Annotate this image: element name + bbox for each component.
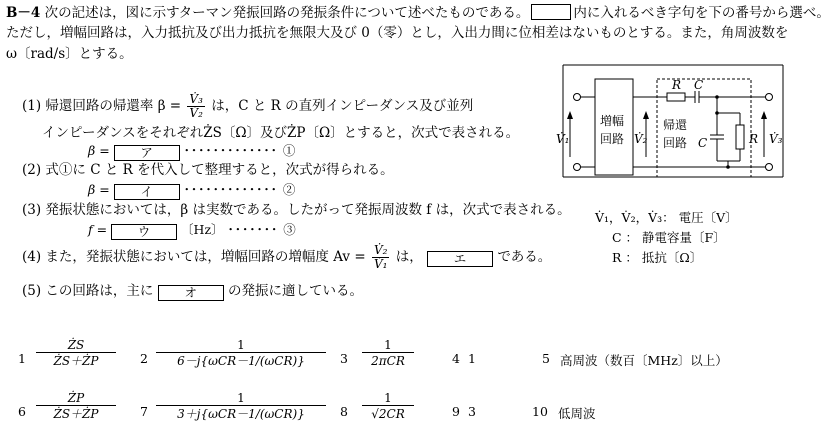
equation-3-lhs: f = [88,222,108,237]
legend-resistance: R ： 抵抗〔Ω〕 [612,250,703,265]
statement-5-b: の発振に適している。 [228,283,364,299]
question-line-1 [6,4,830,22]
question-line-3: ω〔rad/s〕とする。 [6,46,133,62]
label-V2: V̇₂ [634,132,648,146]
blank-u[interactable]: ウ [111,224,177,240]
statement-4-c: である。 [497,249,552,265]
option-1-bottom: ŻS＋ŻP [36,352,116,368]
label-R-series: R [672,78,682,92]
statement-2: (2) 式①に C と R を代入して整理すると，次式が得られる。 [22,162,394,178]
terminal-in-top [574,94,581,101]
option-3[interactable] [340,338,440,378]
equation-2-dots: ･････････････ ② [183,182,297,197]
statement-4-a: (4) また，発振状態においては，増幅回路の増幅度 Av = [22,249,366,265]
statement-1-a: (1) 帰還回路の帰還率 β = [22,98,182,114]
option-5-number: 5 [542,351,550,366]
option-2-number: 2 [140,351,148,366]
statement-4-b: は， [395,249,423,265]
blank-i[interactable]: イ [114,184,180,200]
option-9[interactable] [452,391,512,431]
option-7[interactable] [140,391,330,431]
equation-2-lhs: β = [88,182,110,197]
v3-arrow-icon [761,111,767,119]
option-6-top: ŻP [67,391,85,405]
equation-1-dots: ･････････････ ① [183,143,297,158]
option-3-top: 1 [384,338,392,352]
option-9-value: 3 [468,404,476,419]
gain-denominator: V̇₁ [373,257,388,271]
blank-o[interactable]: オ [158,285,224,301]
statement-1-b: は，C と R の直列インピーダンス及び並列 [211,98,474,114]
blank-a[interactable]: ア [114,145,180,161]
statement-1 [22,93,473,120]
label-V3: V̇₃ [769,132,783,146]
fraction-denominator: V̇₂ [189,106,203,120]
option-8-top: 1 [384,391,392,405]
question-text-1a: 次の記述は，図に示すターマン発振回路の発振条件について述べたものである。 [44,5,530,21]
equation-1-lhs: β = [88,143,110,158]
option-6-fraction [36,391,116,421]
option-9-number: 9 [452,404,460,419]
option-8-number: 8 [340,404,348,419]
option-8-fraction [362,391,414,421]
v2-arrow-icon [643,111,649,119]
option-3-bottom: 2πCR [362,352,414,368]
legend-voltage: V̇₁，V̇₂，V̇₃： 電圧〔V〕 [595,210,738,225]
option-3-fraction [362,338,414,368]
option-1[interactable] [18,338,128,378]
statement-4 [22,244,551,271]
feedback-label-2: 回路 [663,136,688,150]
question-number: B－4 [6,5,41,21]
option-2-fraction [156,338,326,368]
terminal-out-bottom [766,164,773,171]
amp-label-2: 回路 [600,132,625,146]
v1-arrow-icon [567,111,573,119]
equation-3 [88,222,297,240]
label-R-parallel: R [749,132,759,146]
option-5[interactable] [542,338,772,378]
amp-label-1: 増幅 [600,114,625,128]
fraction-numerator: V̇₃ [189,92,203,106]
option-8[interactable] [340,391,440,431]
legend-capacitance: C ： 静電容量〔F〕 [612,230,726,245]
series-resistor [667,93,685,101]
label-C-parallel: C [698,136,708,150]
option-1-number: 1 [18,351,26,366]
equation-3-dots: ･･･････ ③ [227,222,297,237]
statement-1-c: インピーダンスをそれぞれŻS〔Ω〕及びŻP〔Ω〕とすると，次式で表される。 [42,125,520,141]
option-10-number: 10 [532,404,548,419]
feedback-label-1: 帰還 [663,118,688,132]
gain-numerator: V̇₂ [373,243,388,257]
terminal-out-top [766,94,773,101]
option-8-bottom: √2CR [362,405,414,421]
option-10[interactable] [532,391,762,431]
statement-5-a: (5) この回路は，主に [22,283,154,299]
equation-3-unit: 〔Hz〕 [181,222,224,237]
option-1-top: ŻS [67,338,85,352]
option-7-top: 1 [237,391,245,405]
parallel-resistor [736,125,744,149]
option-7-fraction [156,391,326,421]
gain-fraction [372,244,389,271]
equation-1 [88,143,296,161]
statement-5 [22,283,363,301]
option-6-bottom: ŻS＋ŻP [36,405,116,421]
option-2-top: 1 [237,338,245,352]
question-line-2: ただし，増幅回路は，入力抵抗及び出力抵抗を無限大及び 0（零）とし，入出力間に位相差はないものとする。また，角周波数を [6,25,789,41]
equation-2 [88,182,296,200]
option-2-bottom: 6－j{ωCR－1/(ωCR)} [156,352,326,368]
option-4[interactable] [452,338,512,378]
option-4-value: 1 [468,351,476,366]
blank-e[interactable]: エ [427,251,493,267]
terminal-in-bottom [574,164,581,171]
label-C-series: C [694,78,704,92]
option-5-value: 高周波（数百〔MHz〕以上） [560,353,728,368]
option-6-number: 6 [18,404,26,419]
question-text-1b: 内に入れるべき字句を下の番号から選べ。 [573,5,830,21]
terman-oscillator-circuit [555,57,795,207]
option-7-number: 7 [140,404,148,419]
option-3-number: 3 [340,351,348,366]
option-4-number: 4 [452,351,460,366]
label-V1: V̇₁ [556,132,570,146]
option-6[interactable] [18,391,128,431]
option-10-value: 低周波 [558,406,596,421]
feedback-ratio-fraction [187,93,204,120]
option-7-bottom: 3＋j{ωCR－1/(ωCR)} [156,405,326,421]
option-2[interactable] [140,338,330,378]
option-1-fraction [36,338,116,368]
statement-3: (3) 発振状態においては，β は実数である。したがって発振周波数 f は，次式で表される。 [22,202,571,218]
blank-indicator [531,4,571,20]
